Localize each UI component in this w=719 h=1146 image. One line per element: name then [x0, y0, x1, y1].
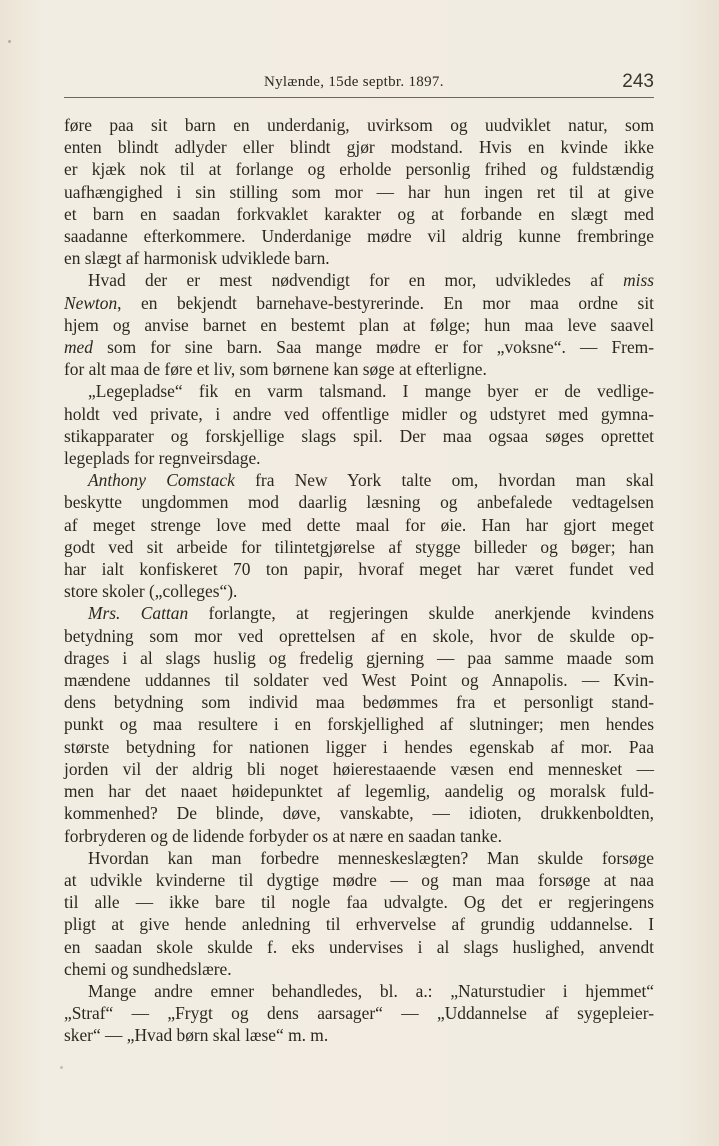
text-line — [64, 358, 654, 380]
line-text: forbryderen og de lidende forbyder os at nære en saadan tanke. — [64, 825, 502, 846]
italic-name: Newton — [64, 292, 118, 313]
line-text: som for sine barn. Saa mange mødre er for „voksne“. — Frem- — [92, 337, 654, 358]
italic-name: Mrs. Cattan — [88, 603, 189, 624]
line-text: Mange andre emner behandledes, bl. a.: „Naturstudier i hjemmet“ — [88, 980, 654, 1001]
text-line — [64, 958, 654, 980]
text-line — [64, 691, 654, 713]
line-text: store skoler („colleges“). — [64, 581, 238, 602]
text-line — [64, 825, 654, 847]
text-line — [64, 247, 654, 269]
line-text: betydning som mor ved oprettelsen af en skole, hvor de skulde op- — [64, 625, 654, 646]
text-line — [64, 403, 654, 425]
text-line — [64, 514, 654, 536]
line-text: men har det naaet høidepunktet af legemlig, aandelig og moralsk fuld- — [64, 781, 654, 802]
line-text: Hvordan kan man forbedre menneskeslægten? Man skulde forsøge — [88, 847, 654, 868]
italic-name: Anthony Comstack — [88, 470, 235, 491]
line-text: føre paa sit barn en underdanig, uvirksom og uudviklet natur, som — [64, 115, 654, 135]
line-text: godt ved sit arbeide for tilintetgjørelse af stygge billeder og bøger; han — [64, 536, 654, 557]
line-text: beskytte ungdommen mod daarlig læsning og anbefalede vedtagelsen — [64, 492, 654, 513]
italic-name: miss — [623, 270, 654, 291]
text-line — [64, 558, 654, 580]
text-line — [64, 625, 654, 647]
page-number: 243 — [622, 71, 654, 92]
line-text: er kjæk nok til at forlange og erholde personlig frihed og fuldstændig — [64, 159, 654, 180]
line-text: at udvikle kvinderne til dygtige mødre — og man maa forsøge at naa — [64, 869, 654, 890]
line-text: hjem og anvise barnet en bestemt plan at følge; hun maa leve saavel — [64, 314, 654, 335]
line-text: stikapparater og forskjellige slags spil. Der maa ogsaa søges oprettet — [64, 425, 654, 446]
line-text: for alt maa de føre et liv, som børnene kan søge at efterligne. — [64, 359, 487, 380]
text-line — [64, 891, 654, 913]
page-header — [64, 72, 654, 98]
text-line — [64, 713, 654, 735]
text-line — [64, 647, 654, 669]
text-line — [64, 136, 654, 158]
text-line — [64, 114, 654, 136]
text-line — [64, 758, 654, 780]
line-text: „Legepladse“ fik en varm talsmand. I mange byer er de vedlige- — [88, 381, 654, 402]
paper-speck — [60, 1066, 63, 1069]
line-text: saadanne efterkommere. Underdanige mødre vil aldrig kunne frembringe — [64, 226, 654, 247]
line-text: fra New York talte om, hvordan man skal — [234, 470, 655, 491]
text-line — [64, 425, 654, 447]
text-line — [64, 491, 654, 513]
header-rule — [64, 97, 654, 98]
line-text: jorden vil der aldrig bli noget høierestaaende væsen end mennesket — — [64, 758, 654, 779]
text-line — [64, 580, 654, 602]
line-text: en saadan skole skulde f. eks undervises i al slags huslighed, anvendt — [64, 936, 654, 957]
line-text: har ialt konfiskeret 70 ton papir, hvoraf meget har været fundet ved — [64, 559, 654, 580]
text-line — [64, 736, 654, 758]
text-line — [64, 913, 654, 935]
text-line — [64, 203, 654, 225]
text-line — [64, 292, 654, 314]
text-line — [64, 1024, 654, 1046]
line-text: legeplads for regnveirsdage. — [64, 448, 261, 469]
text-line — [64, 181, 654, 203]
line-text: pligt at give hende anledning til erhvervelse af grundig uddannelse. I — [64, 914, 654, 935]
text-line — [64, 1002, 654, 1024]
line-text: største betydning for nationen ligger i hendes egenskab af mor. Paa — [64, 736, 654, 757]
text-line — [64, 269, 654, 291]
paper-speck — [8, 40, 11, 43]
text-line — [64, 669, 654, 691]
text-line — [64, 536, 654, 558]
article-body — [64, 114, 654, 1047]
line-text: sker“ — „Hvad børn skal læse“ m. m. — [64, 1025, 329, 1046]
line-text: Hvad der er mest nødvendigt for en mor, udvikledes af — [88, 270, 624, 291]
text-line — [64, 802, 654, 824]
text-line — [64, 469, 654, 491]
text-line — [64, 314, 654, 336]
text-line — [64, 225, 654, 247]
text-line — [64, 869, 654, 891]
text-line — [64, 847, 654, 869]
line-text: dens betydning som individ maa bedømmes fra et personligt stand- — [64, 692, 654, 713]
italic-name: med — [64, 337, 93, 358]
line-text: forlangte, at regjeringen skulde anerkjende kvindens — [188, 603, 654, 624]
text-line — [64, 980, 654, 1002]
line-text: kommenhed? De blinde, døve, vanskabte, — idioten, drukkenboldten, — [64, 803, 654, 824]
text-line — [64, 602, 654, 624]
text-line — [64, 447, 654, 469]
running-head: Nylænde, 15de septbr. 1897. — [264, 74, 444, 90]
text-line — [64, 936, 654, 958]
line-text: drages i al slags huslig og fredelig gjerning — paa samme maade som — [64, 647, 654, 668]
line-text: holdt ved private, i andre ved offentlige midler og udstyret med gymna- — [64, 403, 654, 424]
line-text: til alle — ikke bare til nogle faa udvalgte. Og det er regjeringens — [64, 892, 654, 913]
line-text: af meget strenge love med dette maal for øie. Han har gjort meget — [64, 514, 654, 535]
line-text: chemi og sundhedslære. — [64, 958, 232, 979]
line-text: uafhængighed i sin stilling som mor — har hun ingen ret til at give — [64, 181, 654, 202]
text-line — [64, 336, 654, 358]
line-text: enten blindt adlyder eller blindt gjør modstand. Hvis en kvinde ikke — [64, 137, 654, 158]
text-line — [64, 380, 654, 402]
line-text: , en bekjendt barnehave-bestyrerinde. En mor maa ordne sit — [117, 292, 654, 313]
line-text: en slægt af harmonisk udviklede barn. — [64, 248, 330, 269]
line-text: et barn en saadan forkvaklet karakter og at forbande en slægt med — [64, 203, 654, 224]
line-text: punkt og maa resultere i en forskjellighed af slutninger; men hendes — [64, 714, 654, 735]
line-text: „Straf“ — „Frygt og dens aarsager“ — „Uddannelse af sygepleier- — [64, 1003, 654, 1024]
text-line — [64, 780, 654, 802]
line-text: mændene uddannes til soldater ved West Point og Annapolis. — Kvin- — [64, 670, 654, 691]
text-line — [64, 158, 654, 180]
